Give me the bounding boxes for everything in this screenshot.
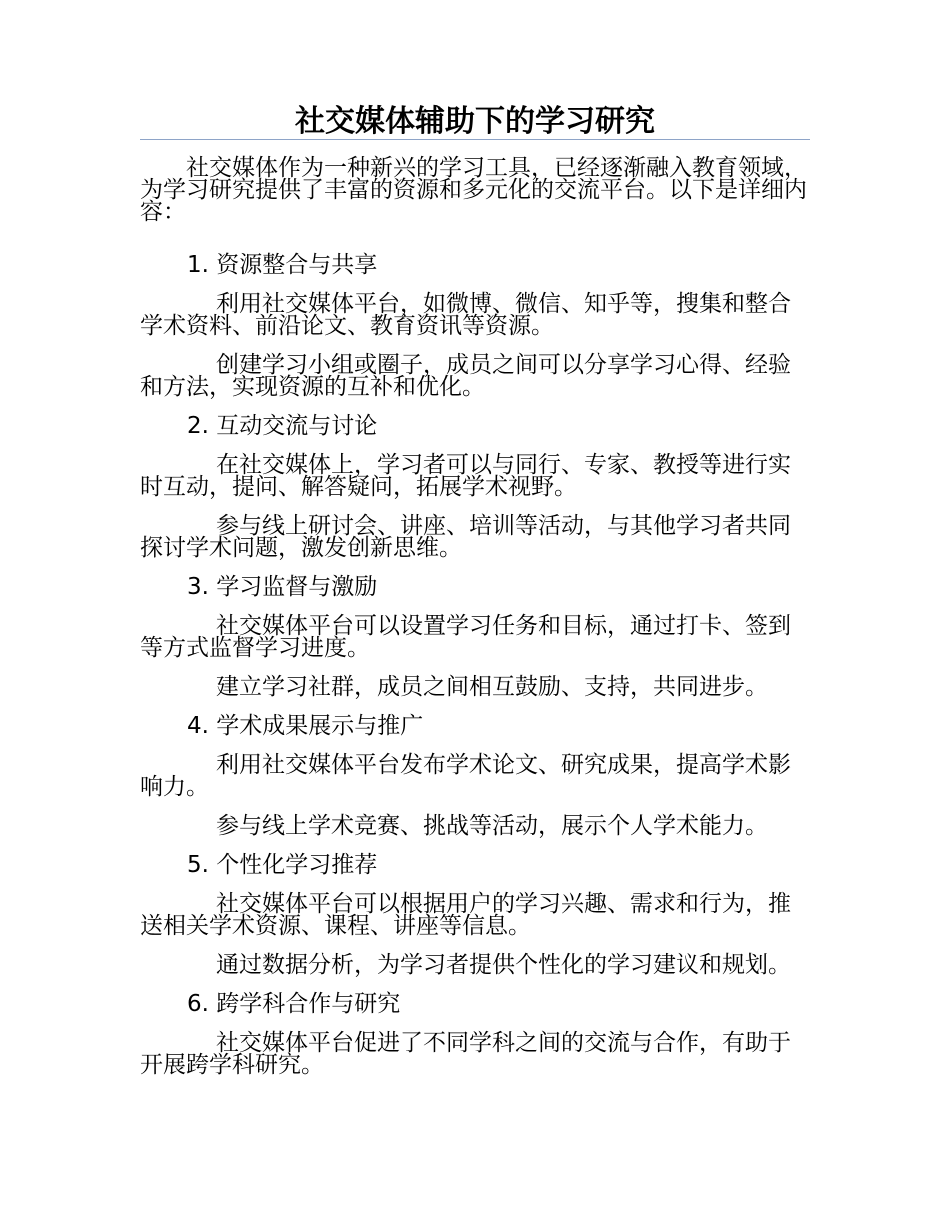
section-heading-3: 3. 学习监督与激励 <box>187 574 378 600</box>
section-5-item-2: 通过数据分析，为学习者提供个性化的学习建议和规划。 <box>216 952 791 978</box>
section-1-item-1: 利用社交媒体平台，如微博、微信、知乎等，搜集和整合学术资料、前沿论文、教育资讯等资源。 <box>140 291 791 339</box>
section-4-item-2: 参与线上学术竞赛、挑战等活动，展示个人学术能力。 <box>216 813 768 839</box>
section-2-item-1: 在社交媒体上，学习者可以与同行、专家、教授等进行实时互动，提问、解答疑问，拓展学术视野。 <box>140 452 791 500</box>
section-4-item-1: 利用社交媒体平台发布学术论文、研究成果，提高学术影响力。 <box>140 752 791 800</box>
section-5-item-1: 社交媒体平台可以根据用户的学习兴趣、需求和行为，推送相关学术资源、课程、讲座等信息。 <box>140 891 791 939</box>
document-body <box>140 157 810 1093</box>
document-title: 社交媒体辅助下的学习研究 <box>295 104 655 139</box>
section-heading-6: 6. 跨学科合作与研究 <box>187 991 401 1017</box>
section-3-item-1: 社交媒体平台可以设置学习任务和目标，通过打卡、签到等方式监督学习进度。 <box>140 613 791 661</box>
title-underline <box>140 139 810 140</box>
section-heading-1: 1. 资源整合与共享 <box>187 252 378 278</box>
section-2-item-2: 参与线上研讨会、讲座、培训等活动，与其他学习者共同探讨学术问题，激发创新思维。 <box>140 513 791 561</box>
section-3-item-2: 建立学习社群，成员之间相互鼓励、支持，共同进步。 <box>216 674 768 700</box>
section-6-item-1: 社交媒体平台促进了不同学科之间的交流与合作，有助于开展跨学科研究。 <box>140 1030 791 1078</box>
section-1-item-2: 创建学习小组或圈子，成员之间可以分享学习心得、经验和方法，实现资源的互补和优化。 <box>140 352 791 400</box>
section-heading-5: 5. 个性化学习推荐 <box>187 852 378 878</box>
intro-paragraph: 社交媒体作为一种新兴的学习工具，已经逐渐融入教育领域，为学习研究提供了丰富的资源和多元化的交流平台。以下是详细内容： <box>140 155 807 225</box>
section-heading-2: 2. 互动交流与讨论 <box>187 413 378 439</box>
section-heading-4: 4. 学术成果展示与推广 <box>187 713 424 739</box>
